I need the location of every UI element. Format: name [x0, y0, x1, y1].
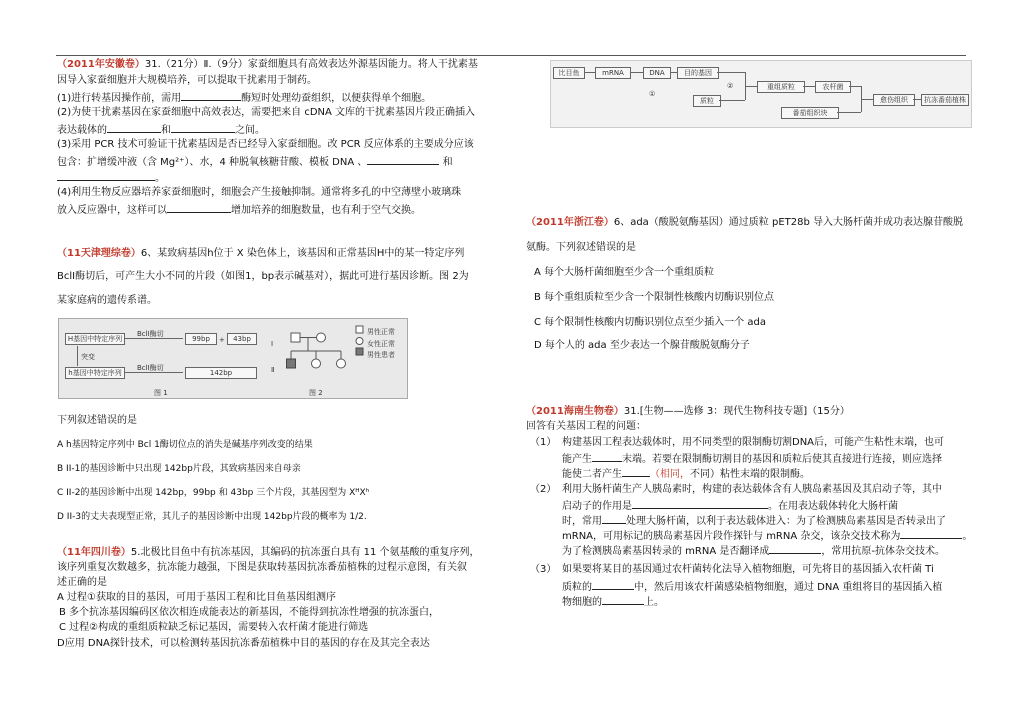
answer-blank[interactable] [367, 153, 439, 165]
sichuan-option-c[interactable]: C 过程②构成的重组质粒缺乏标记基因，需要转入农杆菌才能进行筛选 [59, 622, 369, 633]
hainan-3-line-3: 物细胞的 上。 [562, 593, 664, 610]
sichuan-line-2: 该序列重复次数越多，抗冻能力越强，下图是获取转基因抗冻番茄植株的过程示意图，有关叙 [57, 562, 467, 573]
flow-node-tomato-tissue: 番茄组织块 [781, 107, 839, 119]
tianjin-line-2: BclI酶切后，可产生大小不同的片段（如图1，bp表示碱基对），据此可进行基因诊断。图 2为 [57, 271, 469, 282]
zhejiang-source: （2011年浙江卷） [526, 217, 614, 228]
hainan-2-line-5: 为了检测胰岛素基因转录的 mRNA 是否翻译成 ，常用抗原-抗体杂交技术。 [562, 542, 945, 559]
anhui-source: （2011年安徽卷） [57, 59, 145, 70]
anhui-line-7: 包含：扩增缓冲液（含 Mg²⁺）、水，4 种脱氧核糖苷酸、模板 DNA 、 和 [57, 153, 453, 170]
hainan-3-line-1: 如果要将某目的基因通过农杆菌转化法导入植物细胞，可先将目的基因插入农杆菌 Ti [562, 564, 934, 575]
mutation-label: 突变 [81, 353, 95, 361]
legend-symbols [355, 325, 365, 365]
flow-node-target-gene: 目的基因 [677, 67, 719, 79]
flow-node-callus: 愈伤组织 [873, 94, 915, 106]
tianjin-option-d[interactable]: D II-3的丈夫表现型正常，其儿子的基因诊断中出现 142bp片段的概率为 1/2. [57, 512, 367, 522]
answer-blank[interactable] [632, 497, 768, 509]
legend-male-normal: 男性正常 [367, 328, 395, 336]
female-normal-symbol [317, 333, 326, 342]
plus-sign: + [219, 336, 225, 344]
hainan-number-1: （1） [530, 437, 557, 448]
flow-node-recombinant-plasmid: 重组质粒 [757, 81, 805, 93]
tianjin-line-1: （11天津理综卷）6、某致病基因h位于 X 染色体上，该基因和正常基因H中的某一特定序列 [57, 248, 465, 259]
answer-blank[interactable] [181, 89, 241, 101]
zhejiang-option-b[interactable]: B 每个重组质粒至少含一个限制性核酸内切酶识别位点 [534, 292, 775, 303]
answer-blank[interactable] [602, 593, 644, 605]
h-mutant-sequence-box: h基因中特定序列 [65, 367, 125, 379]
hainan-2-line-2: 启动子的作用是 。在用表达载体转化大肠杆菌 [562, 497, 898, 514]
zhejiang-line-2: 氨酶。下列叙述错误的是 [526, 242, 636, 253]
enzyme-label: BclI酶切 [137, 364, 164, 372]
tianjin-option-c[interactable]: C II-2的基因诊断中出现 142bp，99bp 和 43bp 三个片段，其基因型为 XᴴXʰ [57, 488, 370, 498]
anhui-line-3: (1)进行转基因操作前，需用 酶短时处理幼蚕组织，以便获得单个细胞。 [57, 89, 431, 106]
hainan-2-line-3: 时，常用 处理大肠杆菌，以利于表达载体进入：为了检测胰岛素基因是否转录出了 [562, 512, 946, 529]
answer-blank[interactable] [900, 527, 962, 539]
answer-blank[interactable] [171, 121, 235, 133]
generation-1-label: Ⅰ [271, 340, 274, 348]
figure-2-caption: 图 2 [309, 389, 323, 397]
flow-node-agrobacterium: 农杆菌 [815, 81, 851, 93]
answer-blank[interactable] [769, 542, 821, 554]
tianjin-prompt: 下列叙述错误的是 [57, 415, 137, 426]
anhui-line-6: (3)采用 PCR 技术可验证干扰素基因是否已经导入家蚕细胞。改 PCR 反应体系的主要成分应该 [57, 139, 474, 150]
answer-blank[interactable] [107, 121, 161, 133]
mutation-arrow [77, 346, 78, 366]
figure-antifreeze-flow [550, 60, 972, 128]
female-symbol [312, 359, 321, 368]
anhui-line-10: 放入反应器中，这样可以 增加培养的细胞数量，也有利于空气交换。 [57, 201, 421, 218]
hainan-1-line-1: 构建基因工程表达载体时，用不同类型的限制酶切割DNA后，可能产生粘性末端，也可 [562, 437, 945, 448]
figure-gene-diagnosis [58, 318, 408, 399]
tianjin-source: （11天津理综卷） [57, 248, 141, 259]
fragment-142bp: 142bp [185, 367, 257, 379]
legend-male-affected: 男性患者 [367, 351, 395, 359]
flow-node-mrna: mRNA [595, 67, 631, 79]
flow-node-plasmid: 质粒 [693, 95, 721, 107]
tianjin-option-b[interactable]: B II-1的基因诊断中只出现 142bp片段，其致病基因来自母亲 [57, 464, 301, 474]
flow-node-dna: DNA [643, 67, 671, 79]
sichuan-line-3: 述正确的是 [57, 577, 107, 588]
sichuan-option-d[interactable]: D应用 DNA探针技术，可以检测转基因抗冻番茄植株中目的基因的存在及其完全表达 [57, 638, 430, 649]
hainan-1-line-3: 能使二者产生 （相同，不同）粘性末端的限制酶。 [562, 465, 810, 482]
tianjin-option-a[interactable]: A h基因特定序列中 Bcl 1酶切位点的消失是碱基序列改变的结果 [57, 440, 313, 450]
zhejiang-option-a[interactable]: A 每个大肠杆菌细胞至少含一个重组质粒 [534, 267, 715, 278]
legend-female-normal: 女性正常 [367, 340, 395, 348]
flow-node-antifreeze-tomato: 抗冻番茄植株 [921, 94, 969, 106]
answer-blank[interactable] [602, 512, 626, 524]
answer-blank[interactable] [622, 465, 650, 477]
anhui-line-5: 表达载体的 和 之间。 [57, 121, 265, 138]
h-sequence-box: H基因中特定序列 [65, 333, 125, 345]
hainan-number-2: （2） [530, 484, 557, 495]
hainan-1-line-2: 能产生 末端。若要在限制酶切割目的基因和质粒后使其直接进行连接，则应选择 [562, 450, 942, 467]
fragment-43bp: 43bp [227, 333, 257, 345]
sichuan-option-b[interactable]: B 多个抗冻基因编码区依次相连成能表达的新基因，不能得到抗冻性增强的抗冻蛋白， [59, 607, 440, 618]
flow-step-1: ① [649, 90, 656, 98]
right-column [520, 0, 1024, 723]
zhejiang-option-c[interactable]: C 每个限制性核酸内切酶识别位点至少插入一个 ada [534, 317, 766, 328]
anhui-line-9: (4)利用生物反应器培养家蚕细胞时，细胞会产生接触抑制。通常将多孔的中空薄壁小玻璃珠 [57, 187, 462, 198]
answer-blank[interactable] [57, 169, 155, 181]
anhui-line-8: 。 [57, 169, 165, 186]
hainan-number-3: （3） [530, 564, 557, 575]
anhui-line-4: (2)为使干扰素基因在家蚕细胞中高效表达，需要把来自 cDNA 文库的干扰素基因片段正确插入 [57, 107, 476, 118]
answer-blank[interactable] [592, 578, 634, 590]
hainan-line-1: （2011海南生物卷）31.[生物——选修 3：现代生物科技专题]（15分） [526, 406, 850, 417]
pedigree-chart [281, 327, 361, 387]
hainan-line-2: 回答有关基因工程的问题： [526, 421, 646, 432]
affected-male-symbol [287, 359, 296, 368]
sichuan-option-a[interactable]: A 过程①获取的目的基因，可用于基因工程和比目鱼基因组测序 [57, 592, 336, 603]
sichuan-line-1: （11年四川卷）5.北极比目鱼中有抗冻基因，其编码的抗冻蛋白具有 11 个氨基酸的重复序列， [57, 547, 480, 558]
zhejiang-option-d[interactable]: D 每个人的 ada 至少表达一个腺苷酸脱氨酶分子 [534, 340, 750, 351]
female-symbol [337, 359, 346, 368]
tianjin-line-3: 某家庭病的遗传系谱。 [57, 295, 157, 306]
anhui-line-1: （2011年安徽卷）31.（21分）Ⅱ.（9分）家蚕细胞具有高效表达外源基因能力。将人干扰素基 [57, 59, 478, 70]
fragment-99bp: 99bp [185, 333, 217, 345]
male-normal-symbol [291, 333, 300, 342]
answer-blank[interactable] [592, 450, 622, 462]
hainan-source: （2011海南生物卷） [526, 406, 624, 417]
answer-blank[interactable] [167, 201, 231, 213]
zhejiang-line-1: （2011年浙江卷）6、ada（酸脱氨酶基因）通过质粒 pET28b 导入大肠杆菌并成功表达腺苷酸脱 [526, 217, 964, 228]
anhui-line-2: 因导入家蚕细胞并大规模培养，可以提取干扰素用于制药。 [57, 75, 317, 86]
sichuan-source: （11年四川卷） [57, 547, 131, 558]
flow-node-flounder: 比目鱼 [553, 67, 585, 79]
hainan-2-line-4: mRNA，可用标记的胰岛素基因片段作探针与 mRNA 杂交，该杂交技术称为 。 [562, 527, 972, 544]
hainan-3-line-2: 质粒的 中，然后用该农杆菌感染植物细胞，通过 DNA 重组将目的基因插入植 [562, 578, 942, 595]
flow-step-2: ② [727, 82, 734, 90]
enzyme-label: BclI酶切 [137, 330, 164, 338]
hainan-2-line-1: 利用大肠杆菌生产人胰岛素时，构建的表达载体含有人胰岛素基因及其启动子等，其中 [562, 484, 942, 495]
generation-2-label: Ⅱ [271, 366, 275, 374]
figure-1-caption: 图 1 [154, 389, 168, 397]
